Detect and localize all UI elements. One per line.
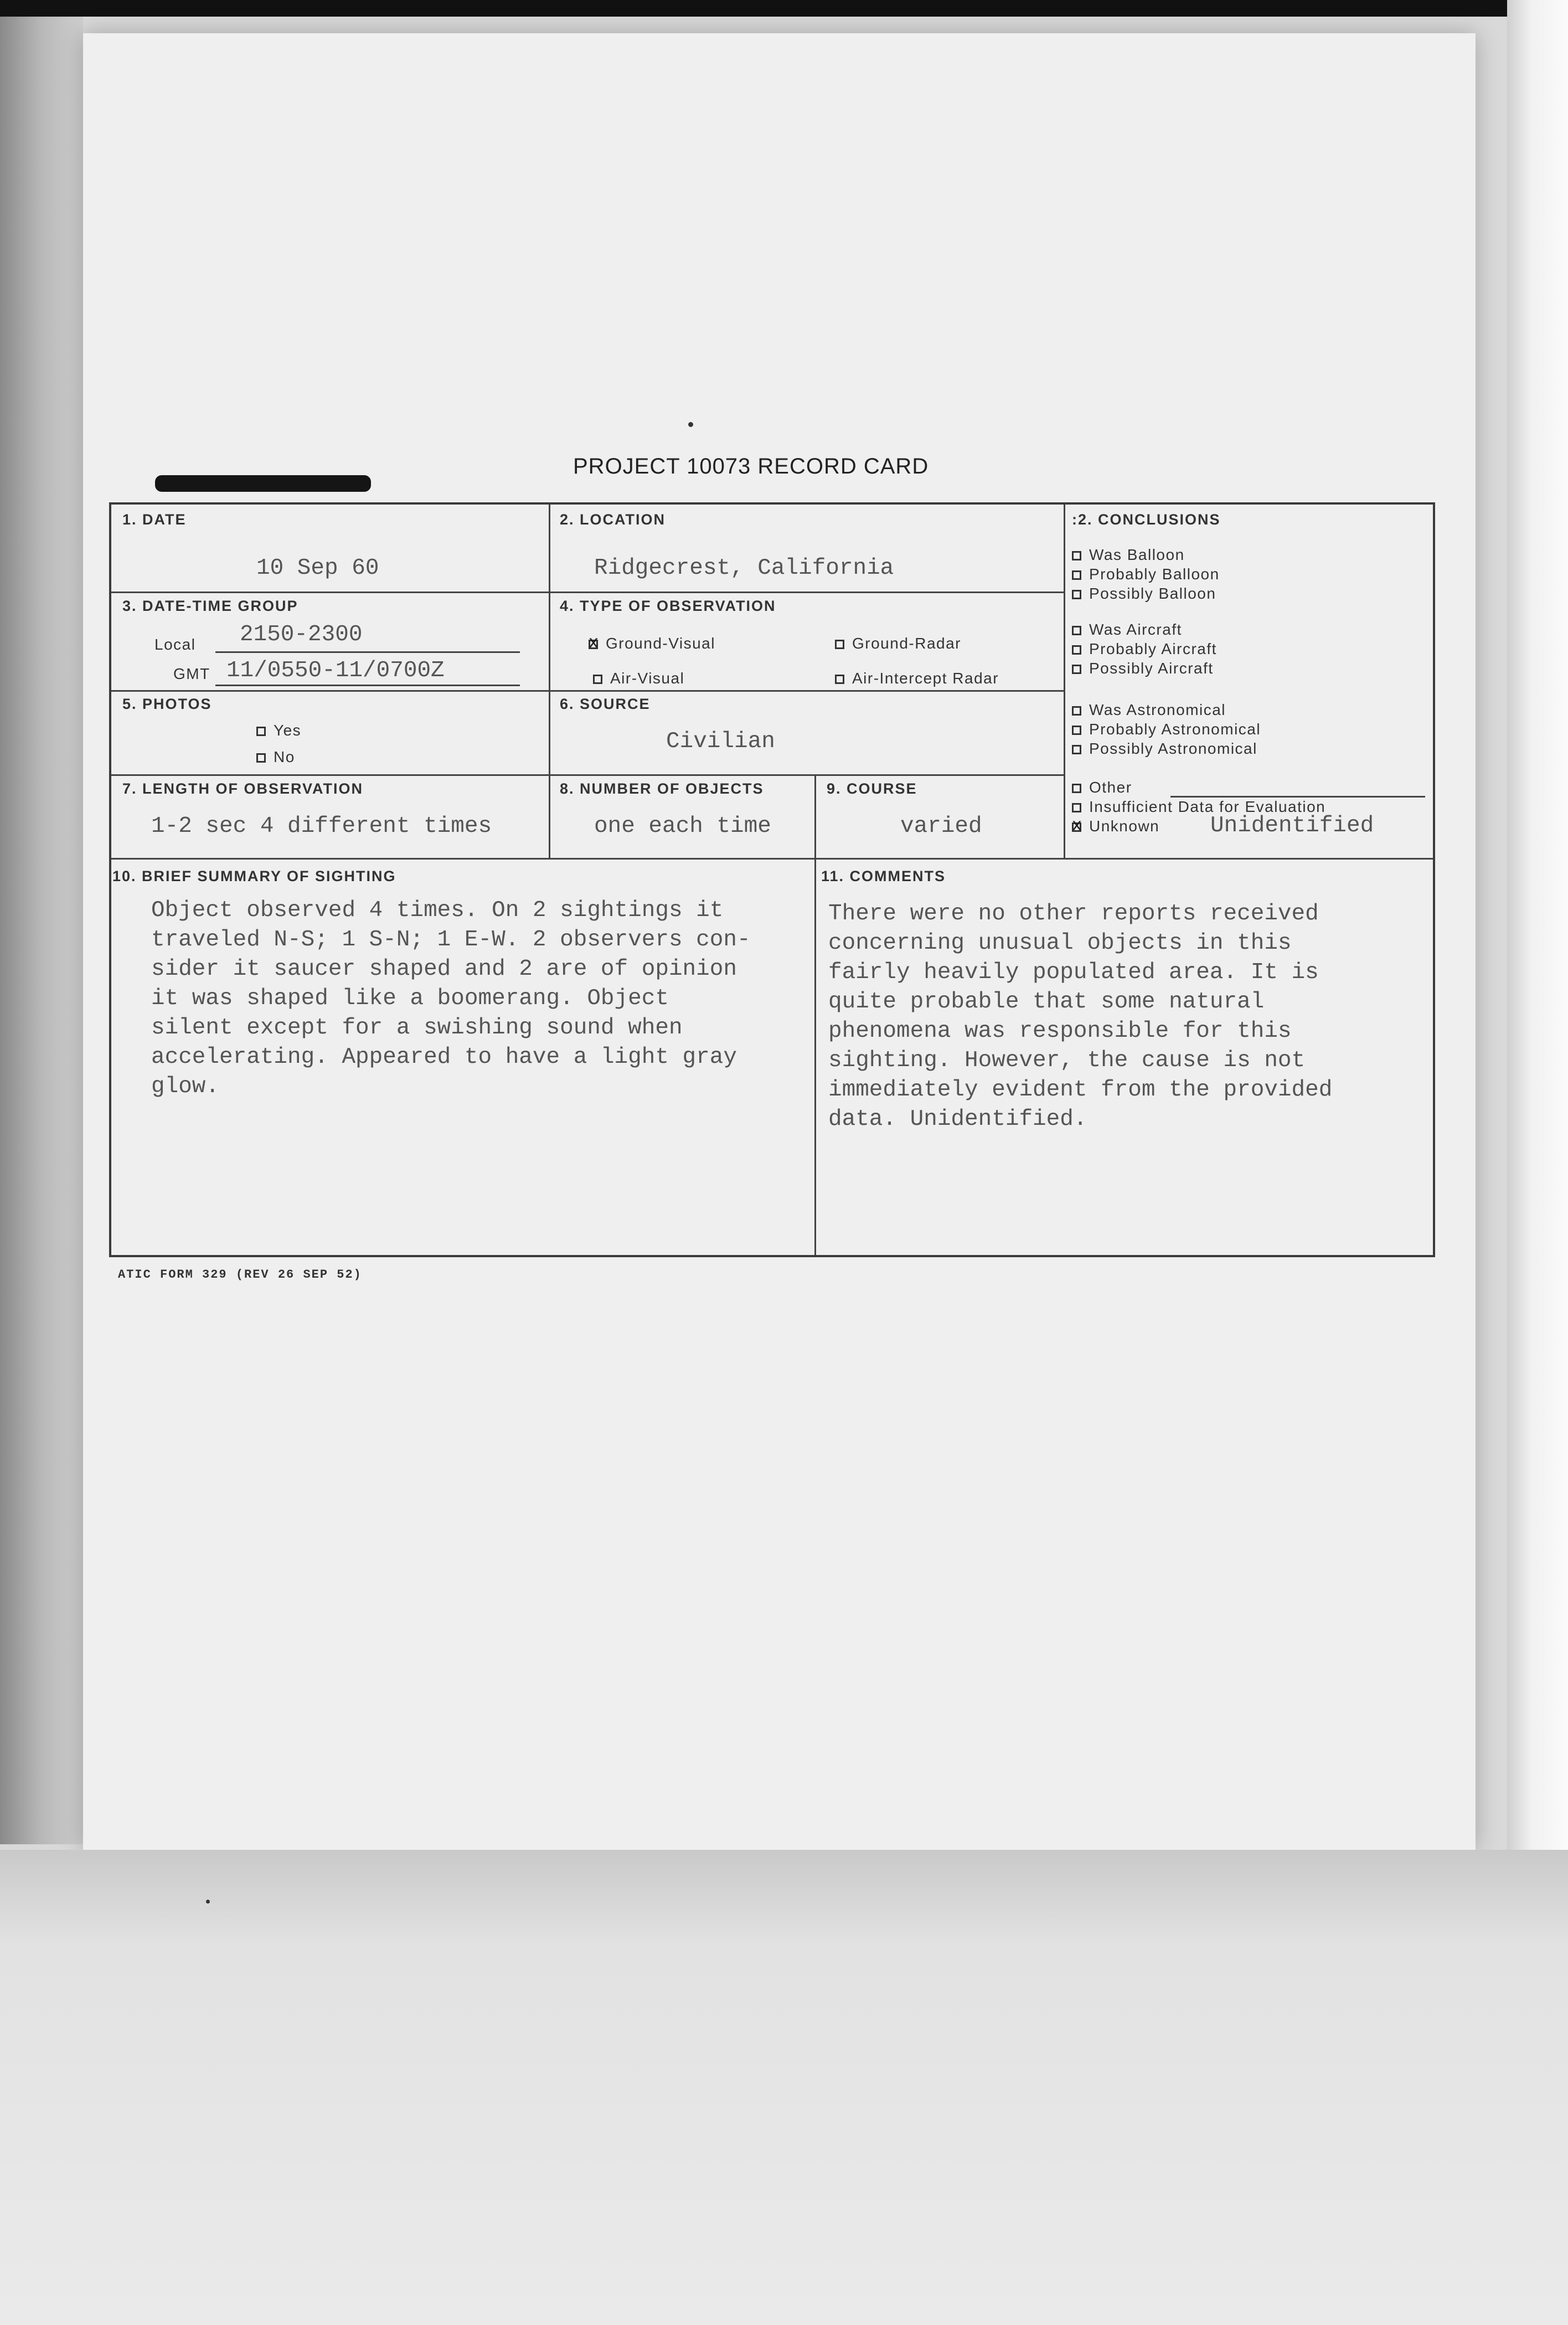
type-of-observation-label: 4. TYPE OF OBSERVATION — [560, 598, 776, 614]
gmt-value: 11/0550-11/0700Z — [226, 658, 445, 683]
speck — [688, 422, 693, 427]
photos-no-option: No — [256, 748, 295, 766]
checkbox-icon — [835, 675, 844, 684]
summary-label: 10. BRIEF SUMMARY OF SIGHTING — [112, 868, 396, 884]
checkbox-icon — [1072, 784, 1081, 793]
checkbox-icon — [1072, 726, 1081, 735]
ground-visual-option: xGround-Visual — [589, 635, 715, 652]
summary-text: Object observed 4 times. On 2 sightings it traveled N-S; 1 S-N; 1 E-W. 2 observers con- sider it saucer shaped and 2 are of opinion it was shaped like a boomerang. Object silent except for a swishing sound when accelerating. Appeared to have a light gray glow. — [151, 898, 751, 1099]
speck — [206, 1900, 210, 1904]
checkbox-icon — [1072, 645, 1081, 655]
record-card — [109, 502, 1435, 1257]
checkbox-icon — [1072, 551, 1081, 560]
conclusion-other: Other — [1072, 779, 1132, 796]
checkbox-icon — [593, 675, 602, 684]
checkbox-icon — [835, 640, 844, 649]
conclusions-label: :2. CONCLUSIONS — [1072, 511, 1221, 528]
photos-label: 5. PHOTOS — [122, 696, 212, 712]
local-value: 2150-2300 — [240, 622, 363, 647]
conclusion-insufficient-data: Insufficient Data for Evaluation — [1072, 798, 1325, 816]
conclusion-unknown: xUnknown — [1072, 817, 1159, 835]
card-title: PROJECT 10073 RECORD CARD — [573, 454, 929, 479]
number-of-objects-value: one each time — [594, 814, 771, 839]
date-value: 10 Sep 60 — [256, 555, 379, 581]
length-of-observation-label: 7. LENGTH OF OBSERVATION — [122, 780, 364, 797]
gmt-label: GMT — [173, 665, 210, 682]
photos-yes-option: Yes — [256, 722, 301, 739]
location-value: Ridgecrest, California — [594, 555, 894, 581]
air-visual-option: Air-Visual — [593, 670, 684, 687]
date-time-group-label: 3. DATE-TIME GROUP — [122, 598, 298, 614]
course-label: 9. COURSE — [827, 780, 917, 797]
conclusion-probably-aircraft: Probably Aircraft — [1072, 640, 1217, 658]
checked-box-icon — [589, 640, 598, 649]
ground-radar-option: Ground-Radar — [835, 635, 961, 652]
date-label: 1. DATE — [122, 511, 187, 528]
conclusion-was-balloon: Was Balloon — [1072, 546, 1185, 564]
checkbox-icon — [1072, 745, 1081, 754]
checkbox-icon — [256, 753, 266, 763]
conclusion-was-aircraft: Was Aircraft — [1072, 621, 1182, 639]
lower-film-area — [0, 1850, 1568, 2325]
comments-label: 11. COMMENTS — [821, 868, 946, 884]
number-of-objects-label: 8. NUMBER OF OBJECTS — [560, 780, 764, 797]
checkbox-icon — [1072, 665, 1081, 674]
conclusion-unknown-value: Unidentified — [1210, 813, 1374, 839]
checkbox-icon — [1072, 706, 1081, 716]
length-of-observation-value: 1-2 sec 4 different times — [151, 814, 492, 839]
air-intercept-radar-option: Air-Intercept Radar — [835, 670, 999, 687]
film-left-shadow — [0, 17, 83, 1844]
conclusion-probably-astronomical: Probably Astronomical — [1072, 721, 1261, 738]
film-top-edge — [0, 0, 1568, 17]
checkbox-icon — [256, 727, 266, 736]
form-identifier: ATIC FORM 329 (REV 26 SEP 52) — [118, 1268, 362, 1282]
source-label: 6. SOURCE — [560, 696, 651, 712]
source-value: Civilian — [666, 729, 775, 754]
checkbox-icon — [1072, 626, 1081, 635]
comments-text: There were no other reports received concerning unusual objects in this fairly heavily populated area. It is quite probable that some natural phenomena was responsible for this sighting. However, the cause is not immediately evident from the provided data. Unidentified. — [828, 901, 1333, 1132]
redaction-mark — [155, 475, 371, 492]
conclusion-was-astronomical: Was Astronomical — [1072, 701, 1226, 719]
conclusion-possibly-balloon: Possibly Balloon — [1072, 585, 1216, 603]
conclusion-probably-balloon: Probably Balloon — [1072, 565, 1220, 583]
checked-box-icon — [1072, 822, 1081, 832]
checkbox-icon — [1072, 590, 1081, 599]
local-label: Local — [154, 636, 196, 653]
conclusion-possibly-aircraft: Possibly Aircraft — [1072, 660, 1214, 677]
checkbox-icon — [1072, 570, 1081, 580]
location-label: 2. LOCATION — [560, 511, 666, 528]
course-value: varied — [900, 814, 982, 839]
conclusion-possibly-astronomical: Possibly Astronomical — [1072, 740, 1257, 758]
checkbox-icon — [1072, 803, 1081, 812]
